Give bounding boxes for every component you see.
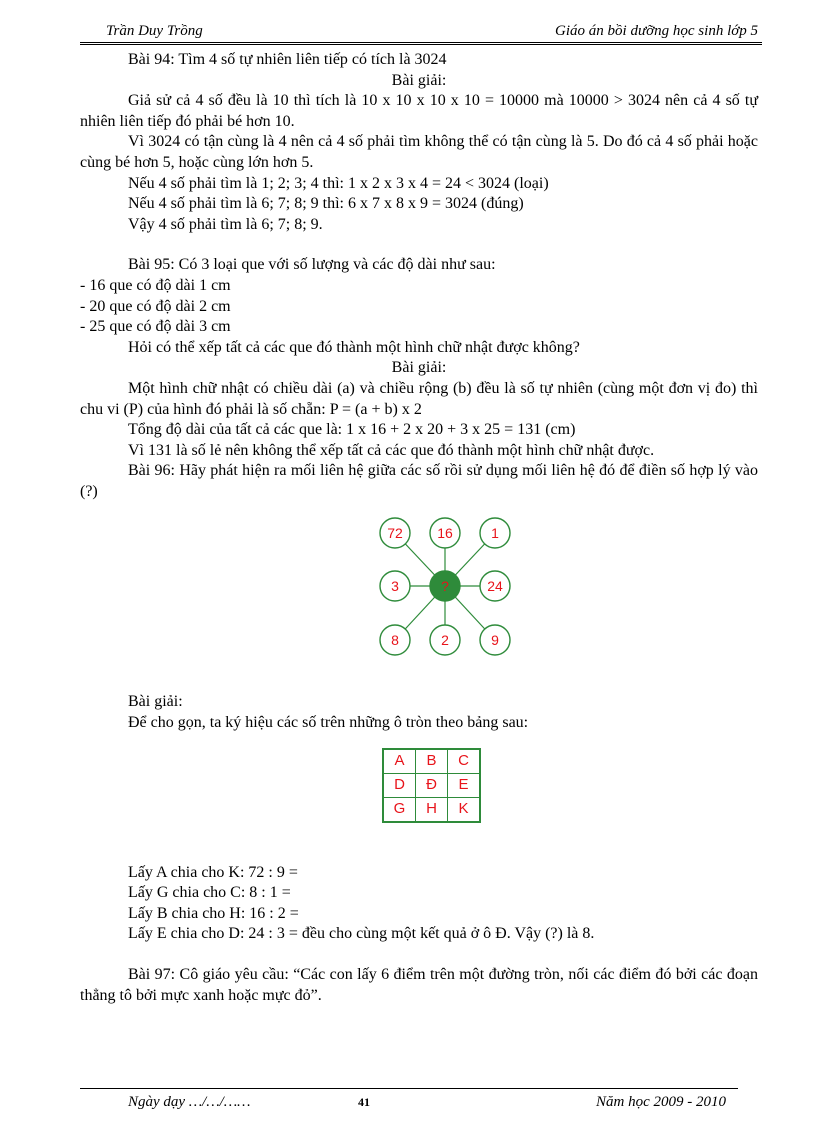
- paragraph: Hỏi có thể xếp tất cả các que đó thành một hình chữ nhật được không?: [128, 338, 580, 356]
- grid-cell: H: [416, 797, 448, 822]
- header-title: Giáo án bồi dưỡng học sinh lớp 5: [555, 23, 758, 39]
- footer-year: Năm học 2009 - 2010: [596, 1094, 726, 1110]
- paragraph: Nếu 4 số phải tìm là 6; 7; 8; 9 thì: 6 x 7 x 8 x 9 = 3024 (đúng): [128, 195, 524, 213]
- grid-cell: G: [383, 797, 416, 822]
- number-label: 3: [391, 578, 399, 595]
- paragraph: Lấy A chia cho K: 72 : 9 =: [128, 863, 298, 881]
- paragraph: Lấy G chia cho C: 8 : 1 =: [128, 884, 291, 902]
- footer-date: Ngày dạy …/…/……: [128, 1094, 251, 1110]
- paragraph: Lấy B chia cho H: 16 : 2 =: [128, 904, 299, 922]
- number-label: 1: [491, 525, 499, 542]
- grid-cell: D: [383, 773, 416, 797]
- number-label: 9: [491, 632, 499, 649]
- grid-cell: Đ: [416, 773, 448, 797]
- page-content: [80, 50, 758, 1006]
- paragraph: Tổng độ dài của tất cả các que là: 1 x 16 + 2 x 20 + 3 x 25 = 131 (cm): [128, 421, 576, 439]
- solution-heading: Bài giải:: [128, 693, 183, 711]
- grid-cell: C: [448, 749, 481, 774]
- paragraph: Vậy 4 số phải tìm là 6; 7; 8; 9.: [128, 215, 323, 233]
- grid-cell: A: [383, 749, 416, 774]
- problem-96-title: Bài 96: Hãy phát hiện ra mối liên hệ giữa các số rồi sử dụng mối liên hệ đó để điền số hợp lý vào (?): [80, 462, 758, 500]
- label-grid: [382, 748, 758, 823]
- problem-94-title: Bài 94: Tìm 4 số tự nhiên liên tiếp có tích là 3024: [128, 51, 447, 68]
- page-header: [80, 22, 762, 45]
- problem-97-title: Bài 97: Cô giáo yêu cầu: “Các con lấy 6 điểm trên một đường tròn, nối các điểm đó bởi các đoạn thẳng tô bởi mực xanh hoặc mực đỏ”.: [80, 966, 758, 1004]
- number-label: 72: [387, 525, 403, 542]
- page-footer: [80, 1088, 738, 1110]
- list-item: - 25 que có độ dài 3 cm: [80, 318, 231, 336]
- grid-cell: B: [416, 749, 448, 774]
- solution-heading: Bài giải:: [391, 359, 447, 377]
- header-author: Trần Duy Trồng: [106, 23, 203, 39]
- paragraph: Để cho gọn, ta ký hiệu các số trên những ô tròn theo bảng sau:: [128, 714, 529, 732]
- center-label: ?: [441, 578, 449, 595]
- grid-cell: E: [448, 773, 481, 797]
- paragraph: Giả sử cả 4 số đều là 10 thì tích là 10 x 10 x 10 x 10 = 10000 mà 10000 > 3024 nên cả 4 số tự nhiên liên tiếp đó phải bé hơn 10.: [80, 92, 758, 130]
- number-label: 24: [487, 578, 503, 595]
- number-wheel-figure: [370, 512, 520, 660]
- grid-cell: K: [448, 797, 481, 822]
- list-item: - 20 que có độ dài 2 cm: [80, 297, 231, 315]
- paragraph: Lấy E chia cho D: 24 : 3 = đều cho cùng một kết quả ở ô Đ. Vậy (?) là 8.: [128, 925, 595, 943]
- solution-heading: Bài giải:: [391, 71, 447, 89]
- page-number: 41: [358, 1095, 370, 1109]
- paragraph: Vì 131 là số lẻ nên không thể xếp tất cả các que đó thành một hình chữ nhật được.: [128, 441, 655, 459]
- list-item: - 16 que có độ dài 1 cm: [80, 276, 231, 294]
- paragraph: Một hình chữ nhật có chiều dài (a) và chiều rộng (b) đều là số tự nhiên (cùng một đơn vị đo) thì chu vi (P) của hình đó phải là số chẵn: P = (a + b) x 2: [80, 379, 758, 418]
- number-label: 8: [391, 632, 399, 649]
- number-wheel-svg: [370, 512, 520, 660]
- number-label: 2: [441, 632, 449, 649]
- problem-95-title: Bài 95: Có 3 loại que với số lượng và các độ dài như sau:: [128, 256, 496, 274]
- paragraph: Vì 3024 có tận cùng là 4 nên cả 4 số phải tìm không thể có tận cùng là 5. Do đó cả 4 số phải hoặc cùng bé hơn 5, hoặc cùng lớn hơn 5.: [80, 133, 758, 171]
- paragraph: Nếu 4 số phải tìm là 1; 2; 3; 4 thì: 1 x 2 x 3 x 4 = 24 < 3024 (loại): [128, 174, 549, 192]
- number-label: 16: [437, 525, 453, 542]
